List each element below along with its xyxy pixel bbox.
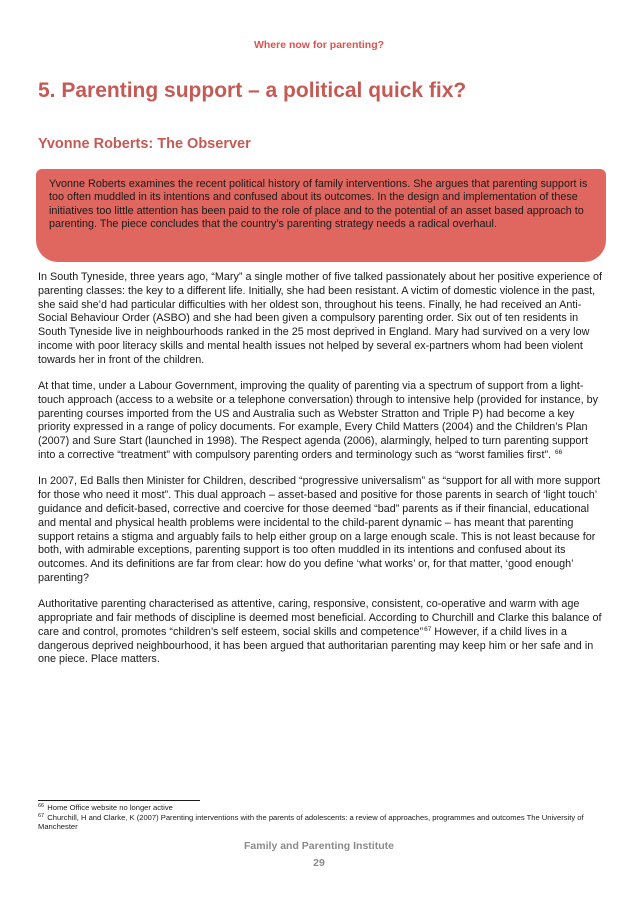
abstract-box [36, 169, 606, 262]
footer-organization: Family and Parenting Institute [244, 840, 394, 852]
footnote-text: Home Office website no longer active [45, 803, 173, 812]
paragraph-2-text: At that time, under a Labour Government, improving the quality of parenting via a spectrum of support from a light-touch approach (access to a website or a telephone conversation) through to intensive help (provided for instance, by parenting courses imported from the US and Australia such as Webster Stratton and Triple P) had become a key priority expressed in a range of policy documents. For example, Every Child Matters (2004) and the Children’s Plan (2007) and Sure Start (launched in 1998). The Respect agenda (2006), alarmingly, helped to turn parenting support into a corrective “treatment” with compulsory parenting orders and terminology such as “worst families first”. [38, 380, 598, 462]
paragraph-4 [38, 598, 604, 667]
article-body [38, 271, 604, 680]
paragraph-3: In 2007, Ed Balls then Minister for Children, described “progressive universalism” as “support for all with more support for those who need it most”. This dual approach – asset-based and positive for those parents in search of ‘light touch’ guidance and deficit-based, corrective and coercive for those deemed “bad” parents as if their financial, educational and mental and physical health problems were incidental to the child-parent dynamic – has meant that parenting support retains a stigma and arguably fails to help either group on a large enough scale. This is not least because for both, with admirable exceptions, parenting support is too often muddled in its intentions and confused about its outcomes. And its definitions are far from clear: how do you define ‘what works’ or, for that matter, ‘good enough’ parenting? [38, 475, 601, 584]
footnote-number: 66 [38, 803, 45, 809]
chapter-title: 5. Parenting support – a political quick fix? [38, 79, 467, 102]
running-header: Where now for parenting? [253, 39, 385, 51]
footnote-ref-66[interactable]: 66 [555, 449, 563, 457]
footnote-ref-67[interactable]: 67 [424, 625, 432, 633]
footnotes [38, 803, 604, 832]
footnote-divider [38, 800, 200, 801]
author-byline: Yvonne Roberts: The Observer [38, 136, 251, 152]
footnote-number: 67 [38, 812, 45, 819]
abstract-text: Yvonne Roberts examines the recent political history of family interventions. She argues that parenting support is too often muddled in its intentions and confused about its outcomes. In the design and implementation of these initiatives too little attention has been paid to the role of place and to the potential of an asset based approach to parenting. The piece concludes that the country’s parenting strategy needs a radical overhaul. [49, 178, 588, 231]
page-number: 29 [313, 857, 325, 869]
footnote-67 [38, 813, 604, 832]
paragraph-4-text-b: However, if a child lives in a dangerous deprived neighbourhood, it has been argued that authoritarian parenting may keep him or her safe and in one piece. Place matters. [38, 625, 594, 666]
footnote-text: Churchill, H and Clarke, K (2007) Parenting interventions with the parents of adolescents: a review of approaches, programmes and outcomes The University of Manchester [38, 812, 584, 831]
footnote-66 [38, 803, 604, 813]
paragraph-4-text-a: Authoritative parenting characterised as attentive, caring, responsive, consistent, co-operative and warm with age appropriate and fair methods of discipline is deemed most beneficial. According to Churchill and Clarke this balance of care and control, promotes “children’s self esteem, social skills and competence” [38, 598, 602, 638]
paragraph-1: In South Tyneside, three years ago, “Mary” a single mother of five talked passionately about her positive experience of parenting classes: the key to a different life. Initially, she had been resistant. A victim of domestic violence in the past, she said she’d had particular difficulties with her oldest son, throughout his teens. Finally, he had received an Anti-Social Behaviour Order (ASBO) and she had been given a compulsory parenting order. Six out of ten residents in South Tyneside live in neighbourhoods ranked in the 25 most deprived in England. Mary had survived on a very low income with poor literacy skills and mental health issues not helped by several ex-partners whom had been violent towards her in front of the children. [38, 271, 602, 366]
paragraph-2 [38, 380, 604, 463]
